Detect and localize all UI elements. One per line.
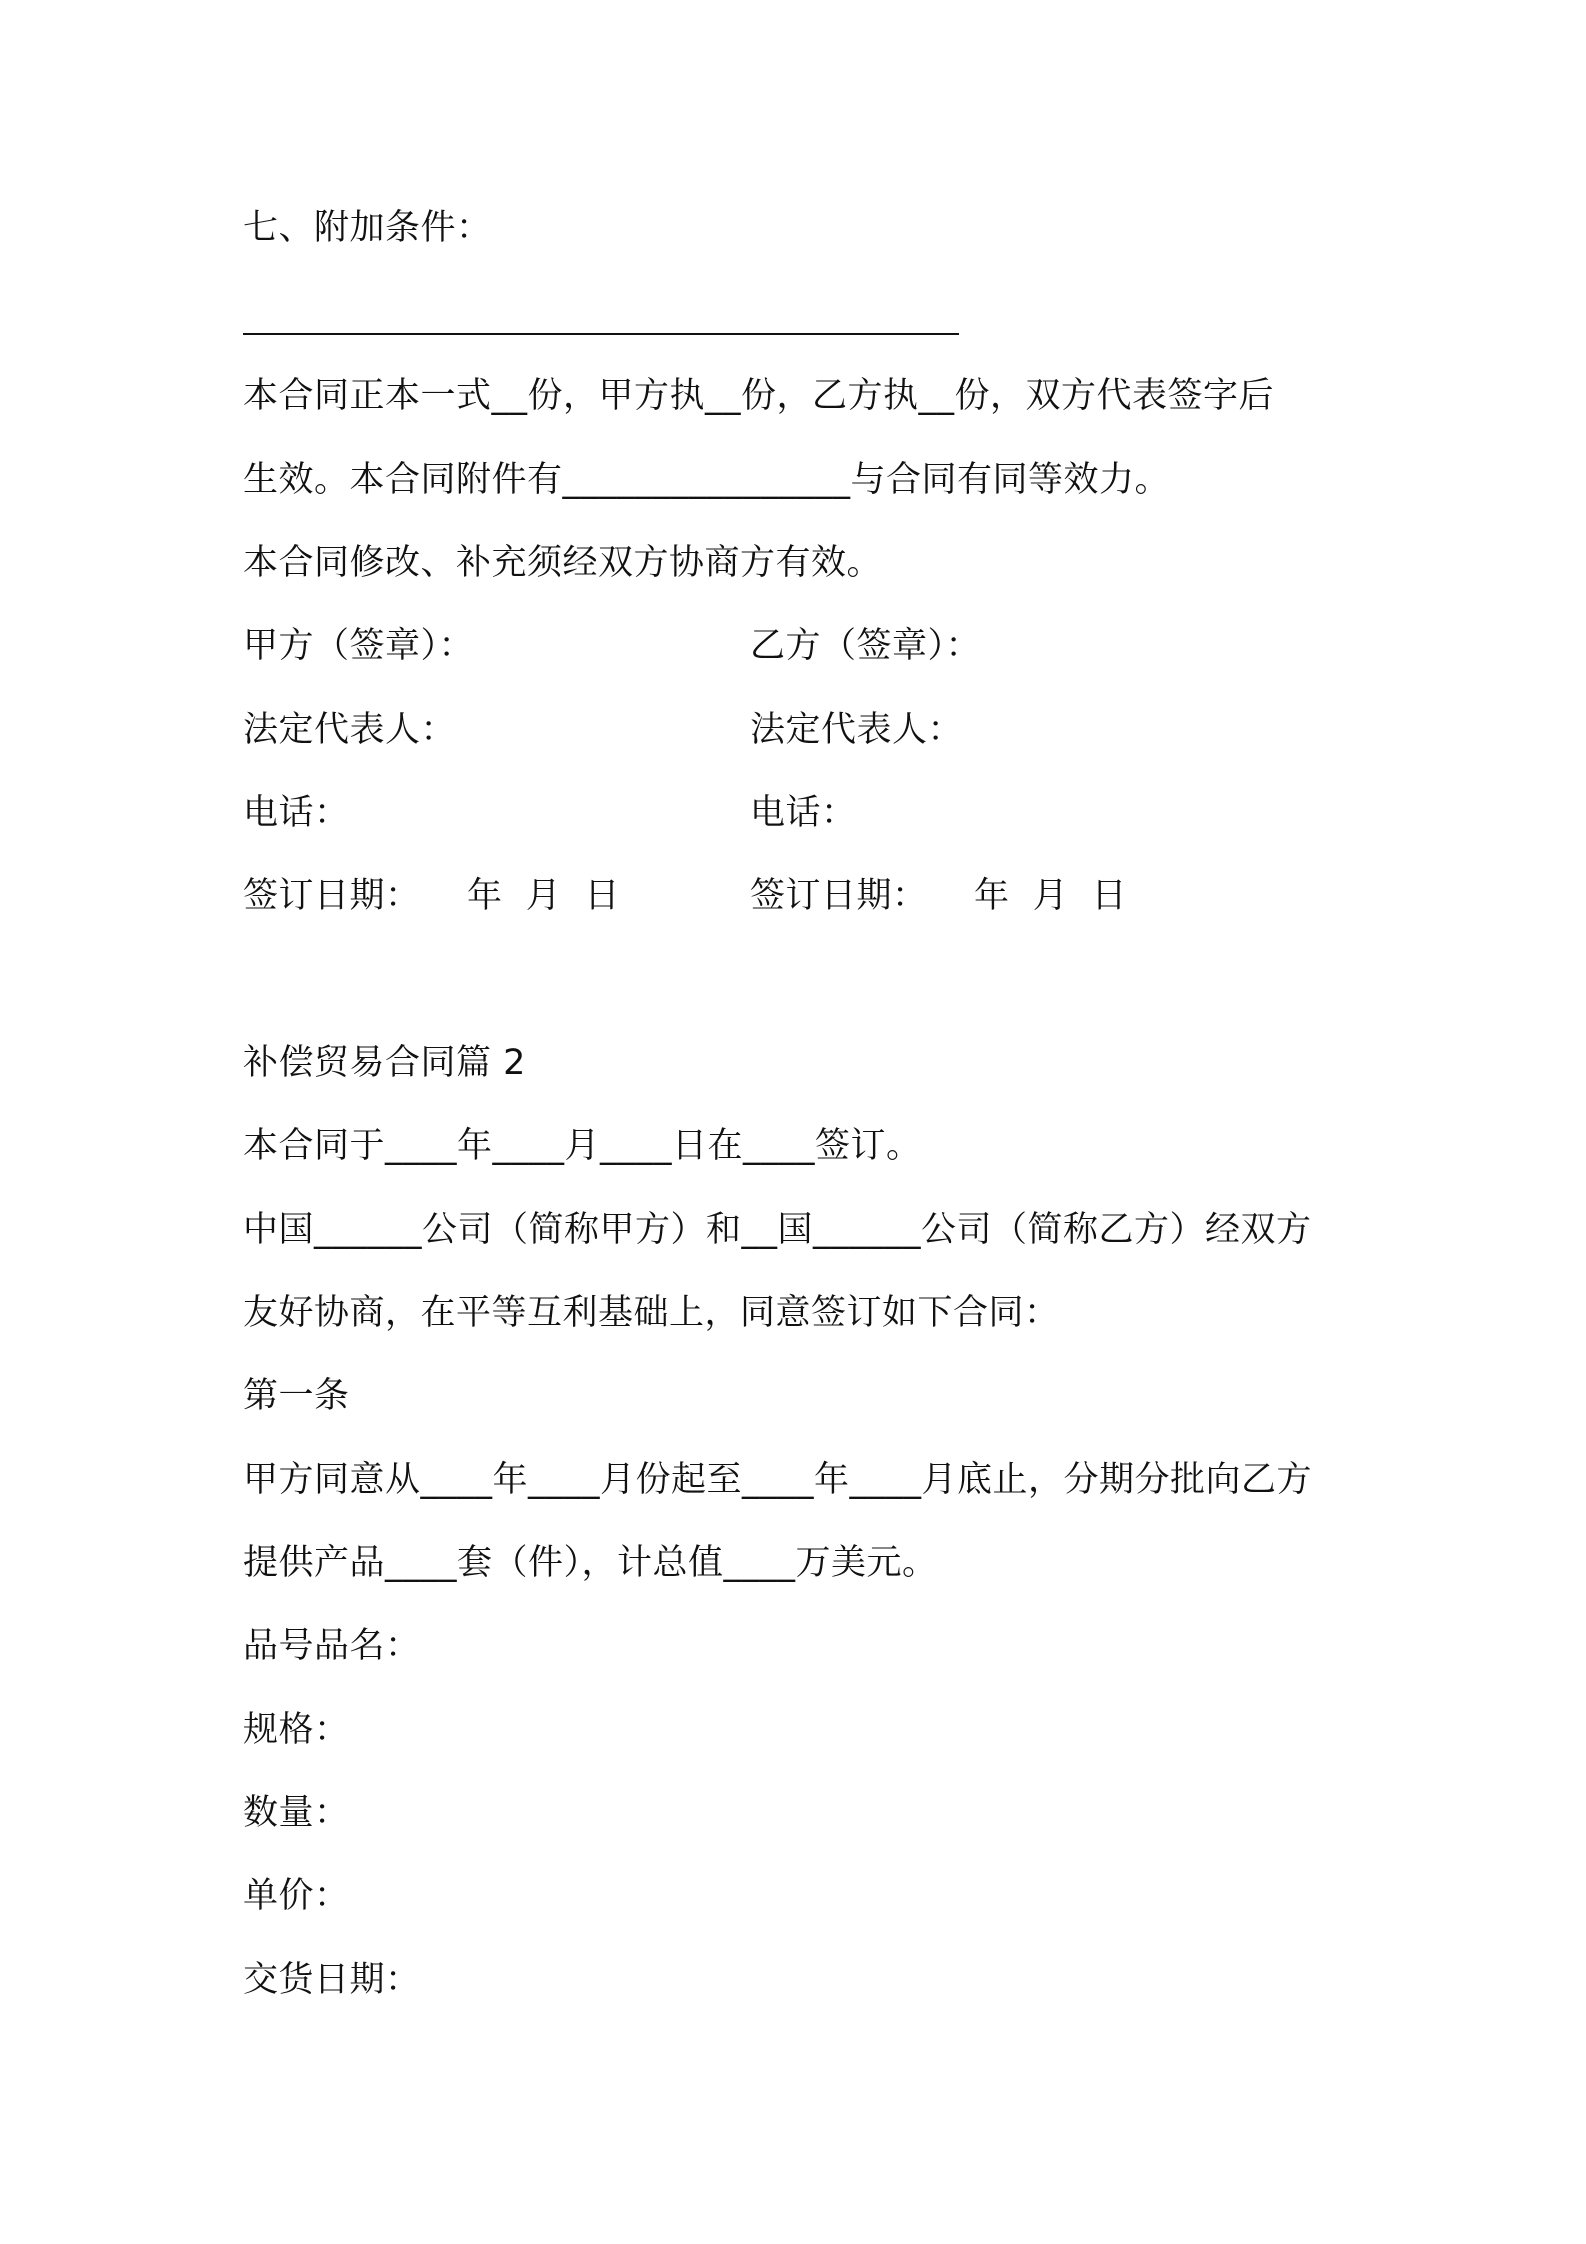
party-a-seal: 甲方（签章）： [243, 626, 475, 666]
field-quantity: 数量： [243, 1793, 350, 1833]
party-a-representative: 法定代表人： [243, 710, 457, 750]
parties-line-1: 中国______公司（简称甲方）和__国______公司（简称乙方）经双方 [243, 1210, 1312, 1250]
parties-line-2: 友好协商，在平等互利基础上，同意签订如下合同： [243, 1293, 1060, 1333]
article-2-title: 补偿贸易合同篇 2 [243, 1043, 526, 1083]
party-b-sign-date: 签订日期： 年 月 日 [750, 876, 1128, 916]
amendment-clause: 本合同修改、补充须经双方协商方有效。 [243, 543, 883, 583]
party-b-representative: 法定代表人： [750, 710, 964, 750]
clause-1-line-1: 甲方同意从____年____月份起至____年____月底止，分期分批向乙方 [243, 1460, 1313, 1500]
field-unit-price: 单价： [243, 1876, 350, 1916]
copies-clause-line-2: 生效。本合同附件有________________与合同有同等效力。 [243, 460, 1171, 500]
party-a-phone: 电话： [243, 793, 350, 833]
signing-place-line: 本合同于____年____月____日在____签订。 [243, 1126, 922, 1166]
blank-underline [243, 333, 959, 335]
clause-1-heading: 第一条 [243, 1376, 350, 1416]
party-a-sign-date: 签订日期： 年 月 日 [243, 876, 621, 916]
section-7-heading: 七、附加条件： [243, 208, 492, 248]
field-spec: 规格： [243, 1710, 350, 1750]
party-b-phone: 电话： [750, 793, 857, 833]
party-b-seal: 乙方（签章）： [750, 626, 982, 666]
field-product-name: 品号品名： [243, 1626, 421, 1666]
field-delivery-date: 交货日期： [243, 1960, 421, 2000]
clause-1-line-2: 提供产品____套（件），计总值____万美元。 [243, 1543, 938, 1583]
copies-clause-line-1: 本合同正本一式__份，甲方执__份，乙方执__份，双方代表签字后 [243, 376, 1275, 416]
